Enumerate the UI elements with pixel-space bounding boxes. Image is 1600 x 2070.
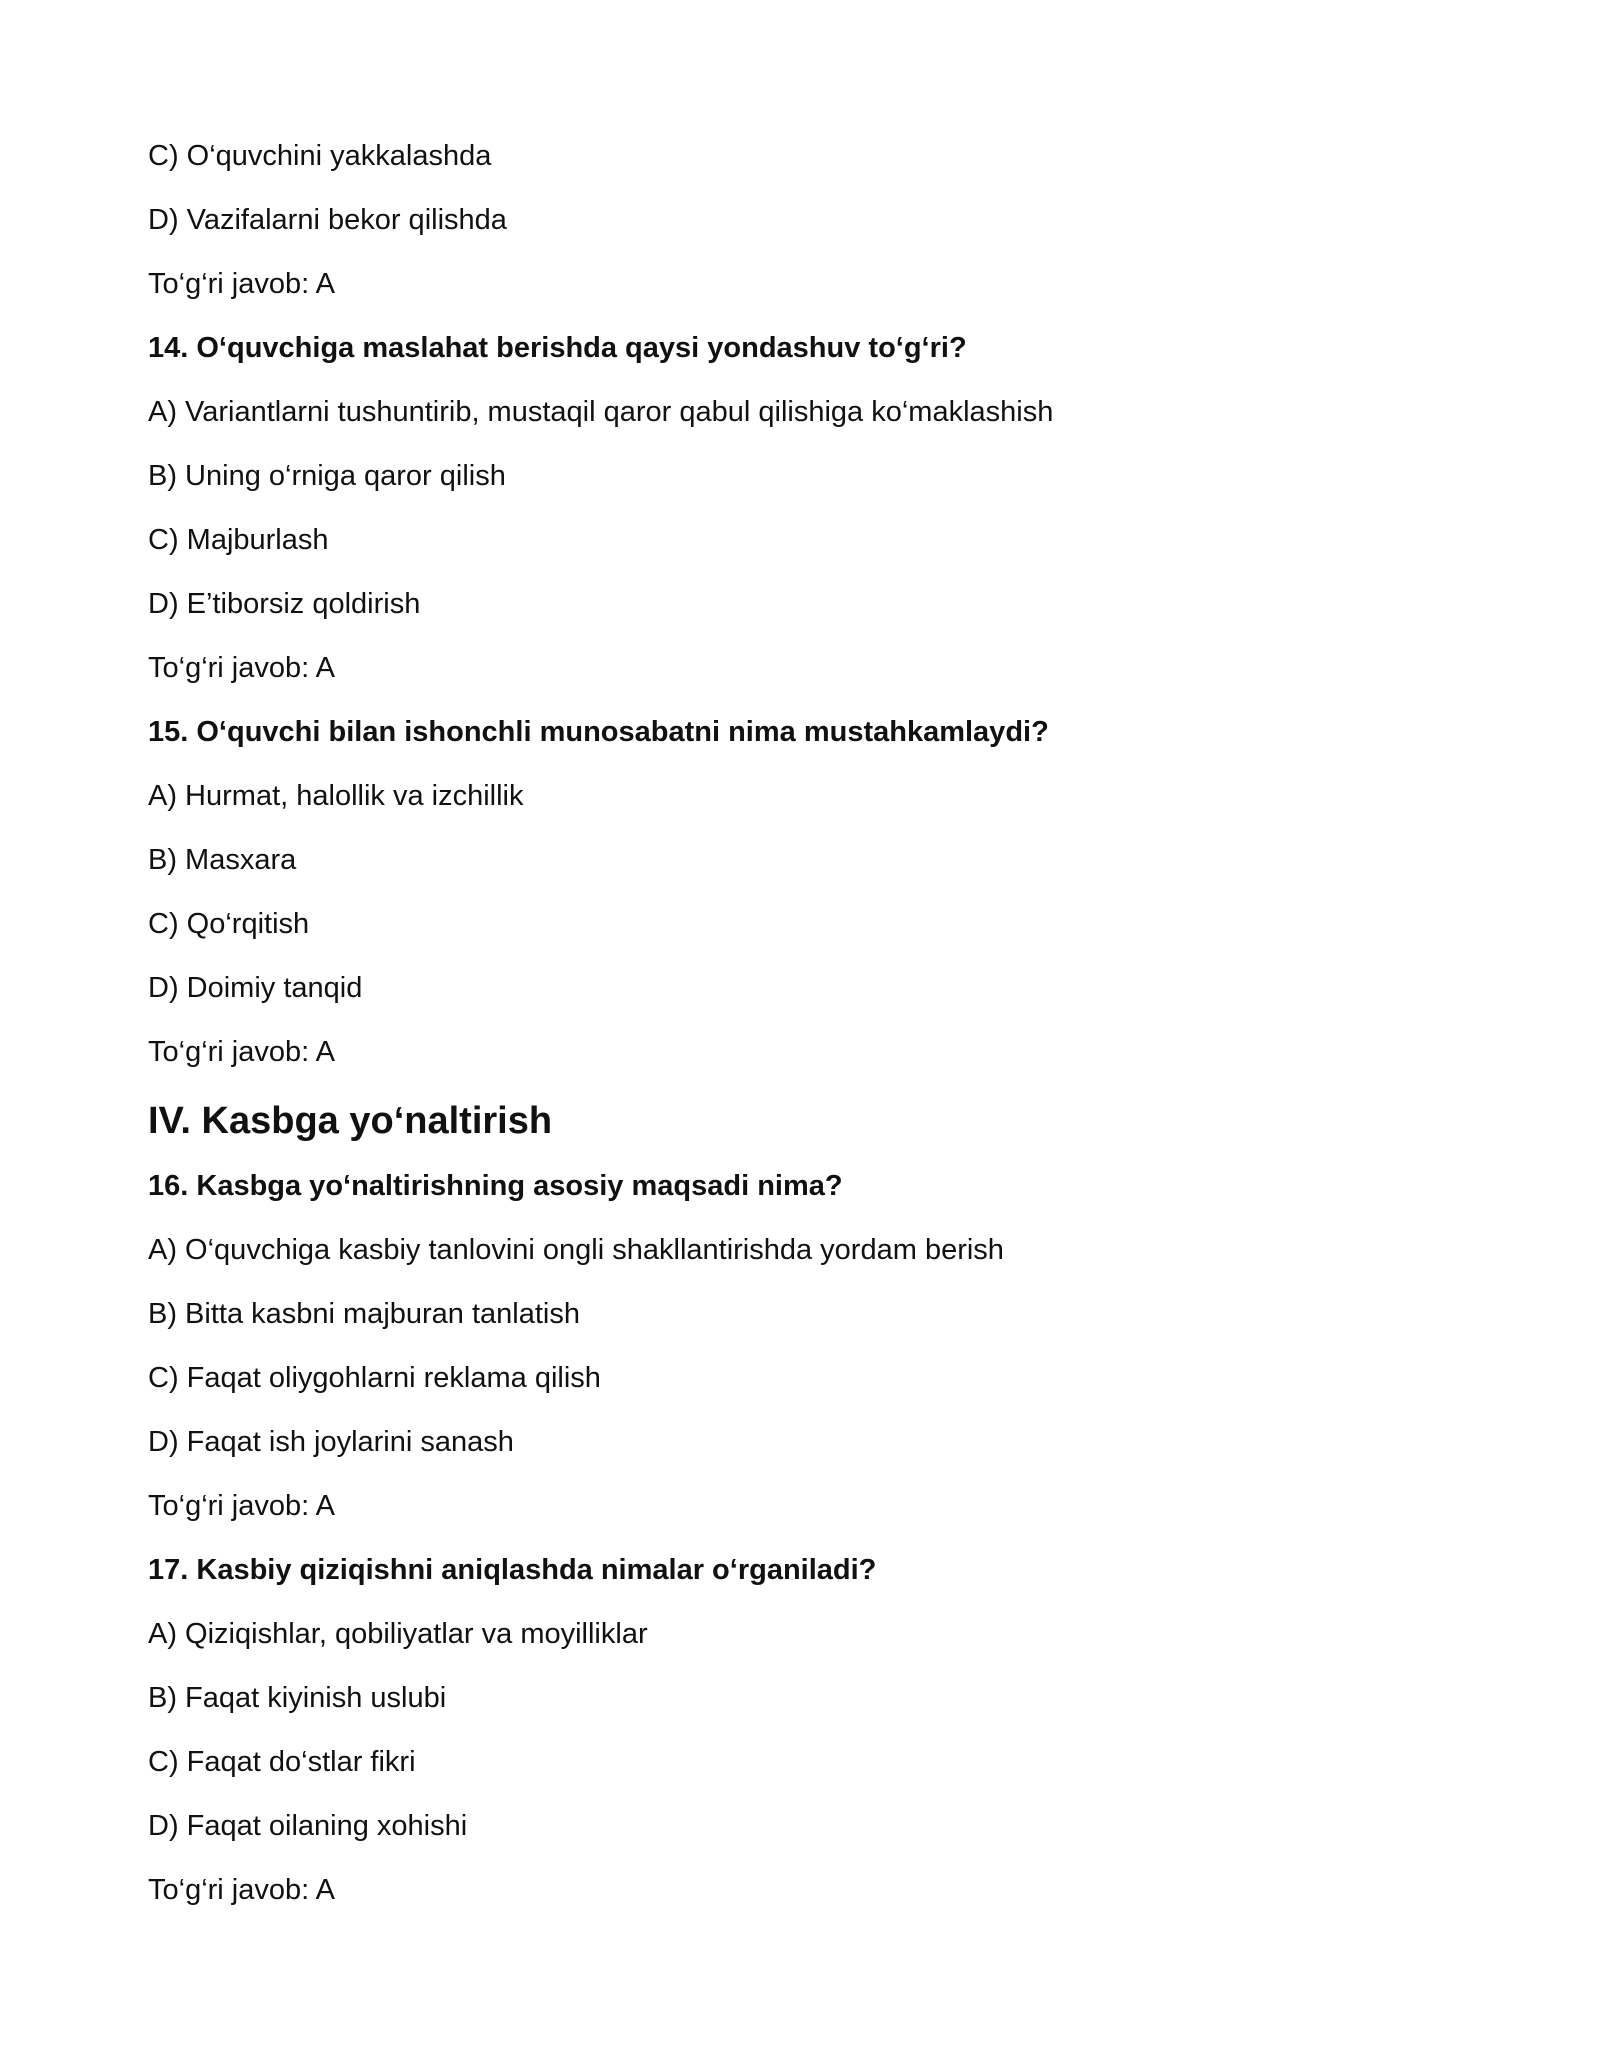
answer-line: To‘g‘ri javob: A (148, 652, 335, 684)
option-line: B) Masxara (148, 844, 297, 876)
option-line: D) E’tiborsiz qoldirish (148, 588, 421, 620)
option-line: C) Qo‘rqitish (148, 908, 310, 940)
question-text: 17. Kasbiy qiziqishni aniqlashda nimalar o‘rganiladi? (148, 1554, 877, 1586)
document-page (148, 138, 1448, 1936)
option-line: C) Faqat do‘stlar fikri (148, 1746, 416, 1778)
option-line: D) Faqat oilaning xohishi (148, 1810, 468, 1842)
option-line: D) Doimiy tanqid (148, 972, 363, 1004)
option-line: C) O‘quvchini yakkalashda (148, 140, 492, 172)
section-heading: IV. Kasbga yo‘naltirish (148, 1100, 553, 1142)
option-line: A) Hurmat, halollik va izchillik (148, 780, 524, 812)
answer-line: To‘g‘ri javob: A (148, 1036, 335, 1068)
question-text: 16. Kasbga yo‘naltirishning asosiy maqsadi nima? (148, 1170, 843, 1202)
answer-line: To‘g‘ri javob: A (148, 1490, 335, 1522)
question-text: 14. O‘quvchiga maslahat berishda qaysi yondashuv to‘g‘ri? (148, 332, 967, 364)
option-line: D) Faqat ish joylarini sanash (148, 1426, 514, 1458)
option-line: B) Bitta kasbni majburan tanlatish (148, 1298, 580, 1330)
answer-line: To‘g‘ri javob: A (148, 268, 335, 300)
question-text: 15. O‘quvchi bilan ishonchli munosabatni nima mustahkamlaydi? (148, 716, 1049, 748)
option-line: A) Qiziqishlar, qobiliyatlar va moyilliklar (148, 1618, 648, 1650)
option-line: D) Vazifalarni bekor qilishda (148, 204, 507, 236)
option-line: B) Faqat kiyinish uslubi (148, 1682, 447, 1714)
question-block-top (148, 138, 1448, 1070)
option-line: C) Faqat oliygohlarni reklama qilish (148, 1362, 601, 1394)
option-line: B) Uning o‘rniga qaror qilish (148, 460, 506, 492)
option-line: C) Majburlash (148, 524, 329, 556)
option-line: A) Variantlarni tushuntirib, mustaqil qaror qabul qilishiga ko‘maklashish (148, 396, 1054, 428)
question-block-bottom (148, 1168, 1448, 1908)
option-line: A) O‘quvchiga kasbiy tanlovini ongli shakllantirishda yordam berish (148, 1234, 1004, 1266)
answer-line: To‘g‘ri javob: A (148, 1874, 335, 1906)
